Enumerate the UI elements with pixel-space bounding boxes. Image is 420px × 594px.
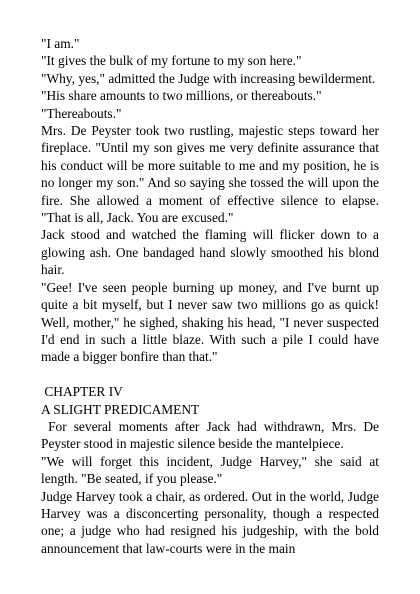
paragraph: "It gives the bulk of my fortune to my son here."	[41, 53, 302, 69]
chapter-number: CHAPTER IV	[41, 384, 123, 400]
paragraph: Judge Harvey took a chair, as ordered. Out in the world, Judge Harvey was a disconcerting personality, though a respected one; a judge who had resigned his judgeship, with the bold announcement that law-courts were in the main	[41, 488, 379, 556]
paragraph: "His share amounts to two millions, or thereabouts."	[41, 88, 322, 104]
paragraph: "I am."	[41, 36, 80, 51]
paragraph: Mrs. De Peyster took two rustling, majestic steps toward her fireplace. "Until my son gives me very definite assurance that his conduct will be more suitable to me and my position, he is no longer my son." And so saying she tossed the will upon the fire. She allowed a moment of effective silence to elapse. "That is all, Jack. You are excused."	[41, 123, 379, 226]
chapter-title: A SLIGHT PREDICAMENT	[41, 401, 200, 417]
paragraph: "Gee! I've seen people burning up money, and I've burnt up quite a bit myself, but I never saw two millions go as quick! Well, mother," he sighed, shaking his head, "I never suspected I'd end in such a little blaze. With such a pile I could have made a bigger bonfire than that."	[41, 279, 379, 365]
paragraph: "We will forget this incident, Judge Harvey," she said at length. "Be seated, if you please."	[41, 453, 379, 487]
section-break	[41, 366, 379, 383]
paragraph: "Thereabouts."	[41, 105, 122, 121]
paragraph: For several moments after Jack had withdrawn, Mrs. De Peyster stood in majestic silence beside the mantelpiece.	[41, 418, 383, 452]
paragraph: Jack stood and watched the flaming will flicker down to a glowing ash. One bandaged hand slowly smoothed his blond hair.	[41, 227, 379, 278]
book-page	[41, 35, 383, 557]
paragraph: "Why, yes," admitted the Judge with increasing bewilderment.	[41, 70, 376, 86]
